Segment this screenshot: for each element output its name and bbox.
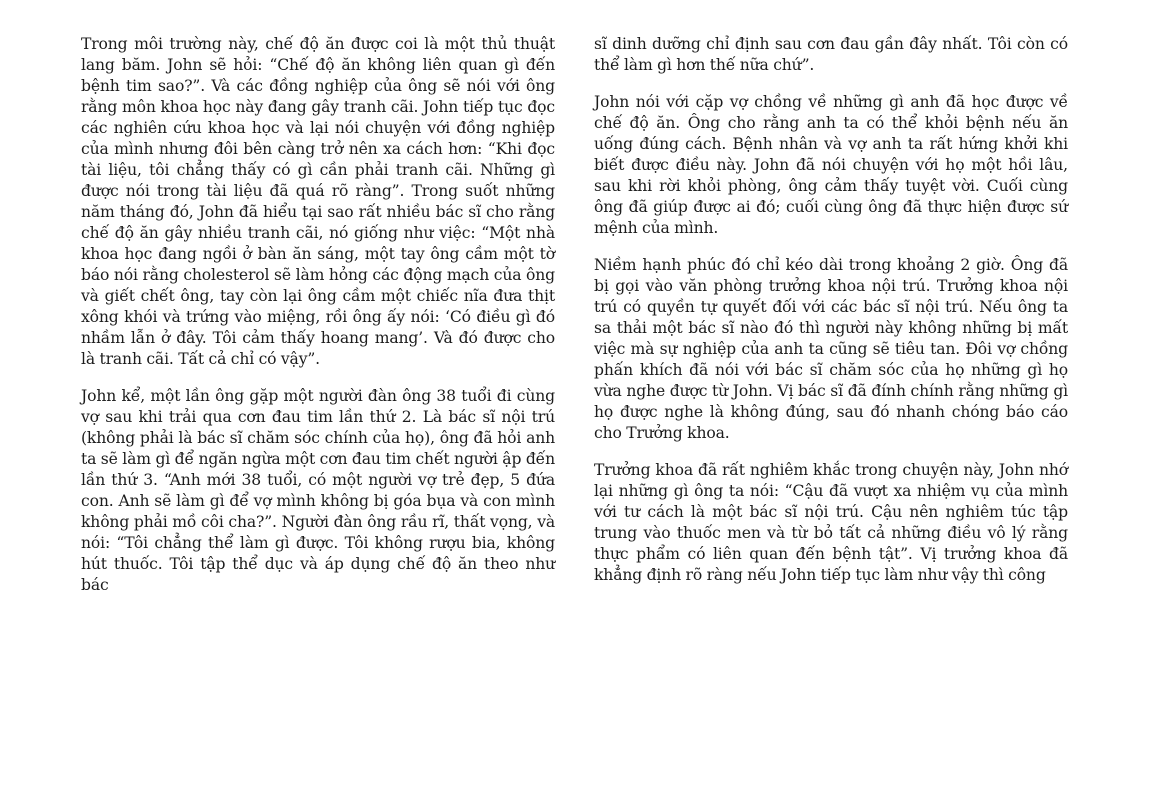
paragraph: Trưởng khoa đã rất nghiêm khắc trong chuyện này, John nhớ lại những gì ông ta nói: “Cậu đã vượt xa nhiệm vụ của mình với tư cách là một bác sĩ nội trú. Cậu nên nghiêm túc tập trung vào thuốc men và từ bỏ tất cả những điều vô lý rằng thực phẩm có liên quan đến bệnh tật”. Vị trưởng khoa đã khẳng định rõ ràng nếu John tiếp tục làm như vậy thì công [594,461,1068,584]
left-column [81,34,555,596]
paragraph: Niềm hạnh phúc đó chỉ kéo dài trong khoảng 2 giờ. Ông đã bị gọi vào văn phòng trưởng khoa nội trú. Trưởng khoa nội trú có quyền tự quyết đối với các bác sĩ nội trú. Nếu ông ta sa thải một bác sĩ nào đó thì người này không những bị mất việc mà sự nghiệp của anh ta cũng sẽ tiêu tan. Đôi vợ chồng phấn khích đã nói với bác sĩ chăm sóc của họ những gì họ vừa nghe được từ John. Vị bác sĩ đã đính chính rằng những gì họ được nghe là không đúng, sau đó nhanh chóng báo cáo cho Trưởng khoa. [594,256,1068,442]
paragraph: Trong môi trường này, chế độ ăn được coi là một thủ thuật lang băm. John sẽ hỏi: “Chế độ ăn không liên quan gì đến bệnh tim sao?”. Và các đồng nghiệp của ông sẽ nói với ông rằng môn khoa học này đang gây tranh cãi. John tiếp tục đọc các nghiên cứu khoa học và lại nói chuyện với đồng nghiệp của mình nhưng đôi bên càng trở nên xa cách hơn: “Khi đọc tài liệu, tôi chẳng thấy có gì cần phải tranh cãi. Những gì được nói trong tài liệu đã quá rõ ràng”. Trong suốt những năm tháng đó, John đã hiểu tại sao rất nhiều bác sĩ cho rằng chế độ ăn gây nhiều tranh cãi, nó giống như việc: “Một nhà khoa học đang ngồi ở bàn ăn sáng, một tay ông cầm một tờ báo nói rằng cholesterol sẽ làm hỏng các động mạch của ông và giết chết ông, tay còn lại ông cầm một chiếc nĩa đưa thịt xông khói và trứng vào miệng, rồi ông ấy nói: ‘Có điều gì đó nhầm lẫn ở đây. Tôi cảm thấy hoang mang’. Và đó được cho là tranh cãi. Tất cả chỉ có vậy”. [81,35,555,368]
right-column [594,34,1068,586]
paragraph: John nói với cặp vợ chồng về những gì anh đã học được về chế độ ăn. Ông cho rằng anh ta có thể khỏi bệnh nếu ăn uống đúng cách. Bệnh nhân và vợ anh ta rất hứng khởi khi biết được điều này. John đã nói chuyện với họ một hồi lâu, sau khi rời khỏi phòng, ông cảm thấy tuyệt vời. Cuối cùng ông đã giúp được ai đó; cuối cùng ông đã thực hiện được sứ mệnh của mình. [594,93,1068,237]
paragraph: John kể, một lần ông gặp một người đàn ông 38 tuổi đi cùng vợ sau khi trải qua cơn đau tim lần thứ 2. Là bác sĩ nội trú (không phải là bác sĩ chăm sóc chính của họ), ông đã hỏi anh ta sẽ làm gì để ngăn ngừa một cơn đau tim chết người ập đến lần thứ 3. “Anh mới 38 tuổi, có một người vợ trẻ đẹp, 5 đứa con. Anh sẽ làm gì để vợ mình không bị góa bụa và con mình không phải mồ côi cha?”. Người đàn ông rầu rĩ, thất vọng, và nói: “Tôi chẳng thể làm gì được. Tôi không rượu bia, không hút thuốc. Tôi tập thể dục và áp dụng chế độ ăn theo như bác [81,387,555,594]
paragraph: sĩ dinh dưỡng chỉ định sau cơn đau gần đây nhất. Tôi còn có thể làm gì hơn thế nữa chứ”. [594,35,1068,74]
